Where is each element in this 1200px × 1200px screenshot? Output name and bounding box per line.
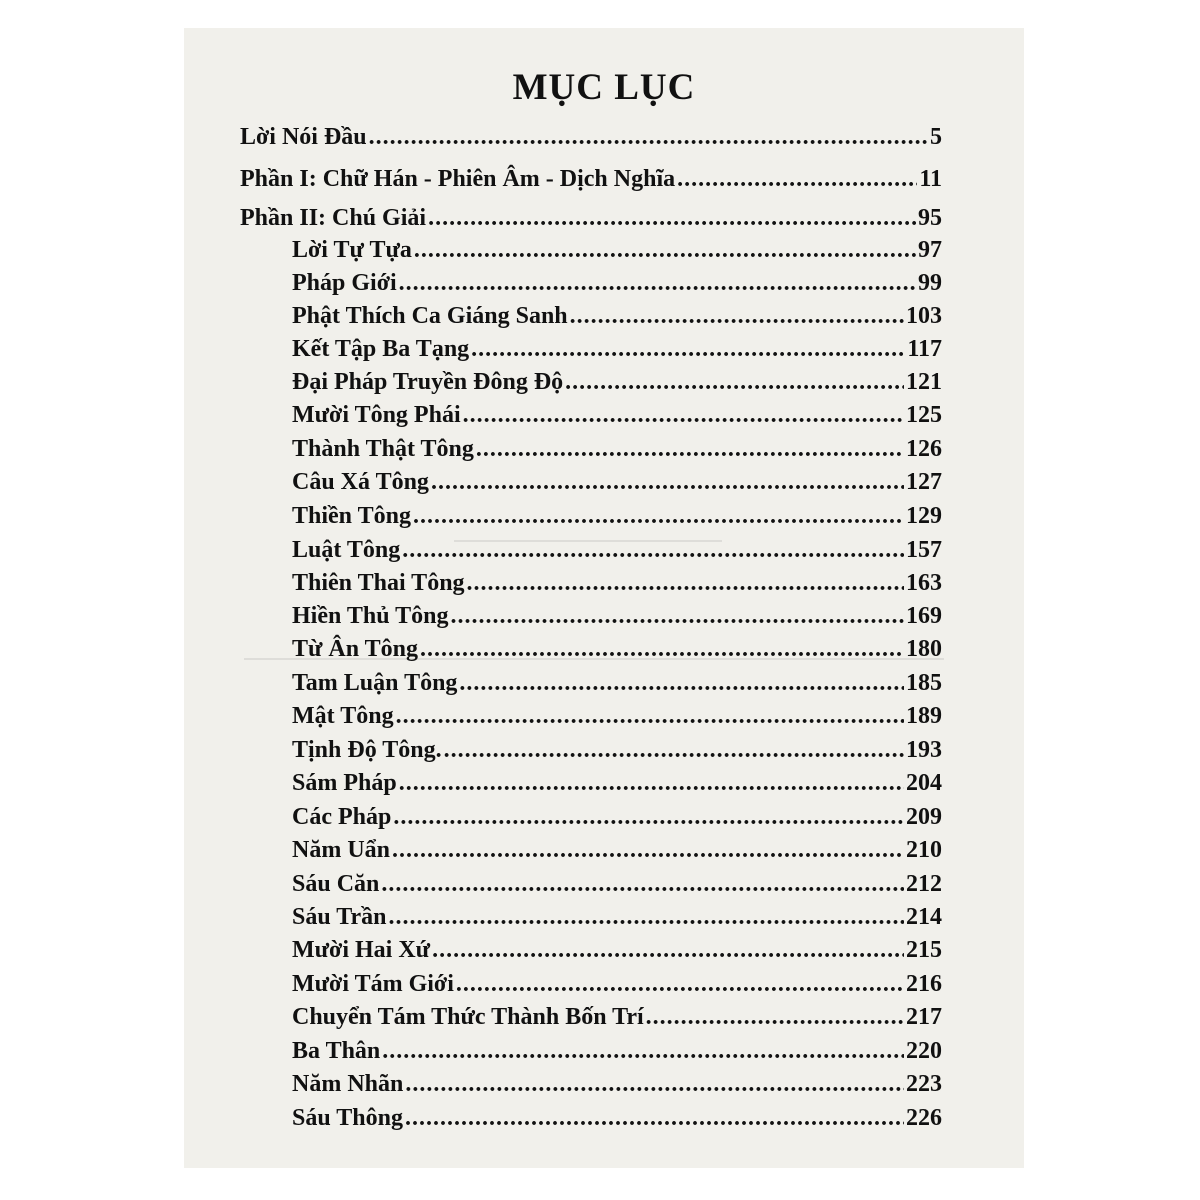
toc-entry	[240, 205, 942, 232]
toc-entry-page: 209	[906, 804, 942, 830]
toc-entry-page: 220	[906, 1038, 942, 1064]
toc-entry-page: 204	[906, 770, 942, 796]
toc-entry-label: Hiền Thủ Tông	[292, 603, 449, 629]
toc-entry-label: Năm Uẩn	[292, 837, 391, 863]
toc-entry	[292, 636, 942, 663]
toc-entry-label: Đại Pháp Truyền Đông Độ	[292, 369, 564, 395]
toc-dot-leader	[570, 303, 904, 330]
toc-entry-label: Câu Xá Tông	[292, 469, 429, 495]
toc-dot-leader	[444, 737, 904, 764]
toc-entry-label: Ba Thân	[292, 1038, 381, 1064]
toc-entry-page: 121	[906, 369, 942, 395]
toc-entry-page: 215	[906, 937, 942, 963]
toc-entry-label: Chuyển Tám Thức Thành Bốn Trí	[292, 1004, 644, 1030]
toc-entry	[292, 469, 942, 496]
toc-entry-page: 189	[906, 703, 942, 729]
toc-entry-page: 185	[906, 670, 942, 696]
toc-dot-leader	[476, 436, 904, 463]
toc-entry-label: Luật Tông	[292, 537, 401, 563]
toc-entry-label: Mười Tám Giới	[292, 971, 454, 997]
toc-dot-leader	[451, 603, 904, 630]
toc-entry-page: 127	[906, 469, 942, 495]
toc-dot-leader	[381, 871, 904, 898]
toc-entry-label: Năm Nhãn	[292, 1071, 404, 1097]
toc-entry-page: 216	[906, 971, 942, 997]
toc-dot-leader	[399, 270, 916, 297]
toc-entry	[292, 270, 942, 297]
toc-dot-leader	[389, 904, 905, 931]
toc-dot-leader	[432, 937, 904, 964]
toc-entry-label: Các Pháp	[292, 804, 392, 830]
toc-dot-leader	[420, 636, 904, 663]
toc-entry-page: 210	[906, 837, 942, 863]
toc-entry-page: 212	[906, 871, 942, 897]
toc-entry	[292, 770, 942, 797]
toc-entry-label: Sám Pháp	[292, 770, 397, 796]
toc-entry-page: 11	[919, 166, 942, 192]
toc-entry-label: Pháp Giới	[292, 270, 397, 296]
toc-entry-label: Lời Nói Đầu	[240, 124, 367, 150]
toc-entry-page: 97	[918, 237, 942, 263]
toc-entry-label: Sáu Thông	[292, 1105, 403, 1131]
toc-dot-leader	[565, 369, 904, 396]
toc-entry	[292, 603, 942, 630]
page-title: MỤC LỤC	[512, 67, 696, 108]
toc-entry-page: 180	[906, 636, 942, 662]
toc-entry	[292, 336, 942, 363]
toc-entry-page: 103	[906, 303, 942, 329]
toc-dot-leader	[456, 971, 904, 998]
toc-entry-label: Mười Tông Phái	[292, 402, 461, 428]
toc-entry	[292, 937, 942, 964]
toc-dot-leader	[396, 703, 904, 730]
toc-entry-label: Sáu Căn	[292, 871, 380, 897]
toc-entry	[240, 166, 942, 193]
toc-entry-page: 125	[906, 402, 942, 428]
toc-entry-label: Tam Luận Tông	[292, 670, 458, 696]
toc-entry	[292, 1071, 942, 1098]
toc-entry-page: 5	[930, 124, 942, 150]
toc-dot-leader	[431, 469, 904, 496]
toc-entry-label: Thiên Thai Tông	[292, 570, 465, 596]
toc-entry-page: 99	[918, 270, 942, 296]
toc-entry	[292, 1105, 942, 1132]
toc-dot-leader	[646, 1004, 904, 1031]
toc-entry-label: Thành Thật Tông	[292, 436, 474, 462]
toc-entry-page: 193	[906, 737, 942, 763]
toc-entry-label: Kết Tập Ba Tạng	[292, 336, 470, 362]
toc-entry-page: 163	[906, 570, 942, 596]
toc-dot-leader	[393, 804, 904, 831]
toc-entry-page: 129	[906, 503, 942, 529]
toc-entry-page: 223	[906, 1071, 942, 1097]
toc-entry	[292, 237, 942, 264]
toc-entry-label: Phần II: Chú Giải	[240, 205, 427, 231]
toc-entry-page: 95	[918, 205, 942, 231]
toc-entry	[292, 703, 942, 730]
toc-dot-leader	[369, 124, 928, 151]
toc-entry-label: Tịnh Độ Tông.	[292, 737, 442, 763]
toc-dot-leader	[414, 237, 916, 264]
toc-entry-label: Lời Tự Tựa	[292, 237, 412, 263]
toc-dot-leader	[392, 837, 904, 864]
toc-entry-page: 214	[906, 904, 942, 930]
toc-entry-page: 169	[906, 603, 942, 629]
toc-dot-leader	[402, 537, 904, 564]
toc-entry	[292, 303, 942, 330]
toc-entry-page: 117	[907, 336, 942, 362]
toc-dot-leader	[677, 166, 917, 193]
toc-dot-leader	[471, 336, 905, 363]
book-page	[184, 28, 1024, 1168]
toc-entry	[292, 871, 942, 898]
toc-entry-page: 226	[906, 1105, 942, 1131]
toc-entry	[292, 436, 942, 463]
toc-entry	[292, 670, 942, 697]
toc-entry	[292, 402, 942, 429]
toc-entry-page: 126	[906, 436, 942, 462]
toc-entry	[292, 837, 942, 864]
toc-entry	[292, 904, 942, 931]
toc-entry	[292, 1038, 942, 1065]
toc-entry	[292, 737, 942, 764]
toc-entry-label: Từ Ân Tông	[292, 636, 419, 662]
toc-dot-leader	[399, 770, 904, 797]
toc-dot-leader	[463, 402, 904, 429]
toc-entry-label: Mười Hai Xứ	[292, 937, 431, 963]
toc-entry	[292, 570, 942, 597]
toc-entry-page: 217	[906, 1004, 942, 1030]
toc-entry	[292, 804, 942, 831]
toc-entry	[292, 1004, 942, 1031]
toc-dot-leader	[382, 1038, 904, 1065]
toc-dot-leader	[405, 1071, 904, 1098]
toc-entry-label: Mật Tông	[292, 703, 394, 729]
toc-dot-leader	[428, 205, 916, 232]
toc-entry	[292, 971, 942, 998]
toc-entry-label: Sáu Trần	[292, 904, 387, 930]
toc-entry	[292, 369, 942, 396]
toc-entry	[292, 537, 942, 564]
toc-dot-leader	[459, 670, 904, 697]
toc-entry	[292, 503, 942, 530]
toc-dot-leader	[405, 1105, 904, 1132]
toc-entry-label: Phật Thích Ca Giáng Sanh	[292, 303, 568, 329]
toc-dot-leader	[413, 503, 904, 530]
toc-entry-page: 157	[906, 537, 942, 563]
toc-entry-label: Phần I: Chữ Hán - Phiên Âm - Dịch Nghĩa	[240, 166, 676, 192]
toc-entry	[240, 124, 942, 151]
toc-dot-leader	[467, 570, 904, 597]
toc-entry-label: Thiền Tông	[292, 503, 411, 529]
